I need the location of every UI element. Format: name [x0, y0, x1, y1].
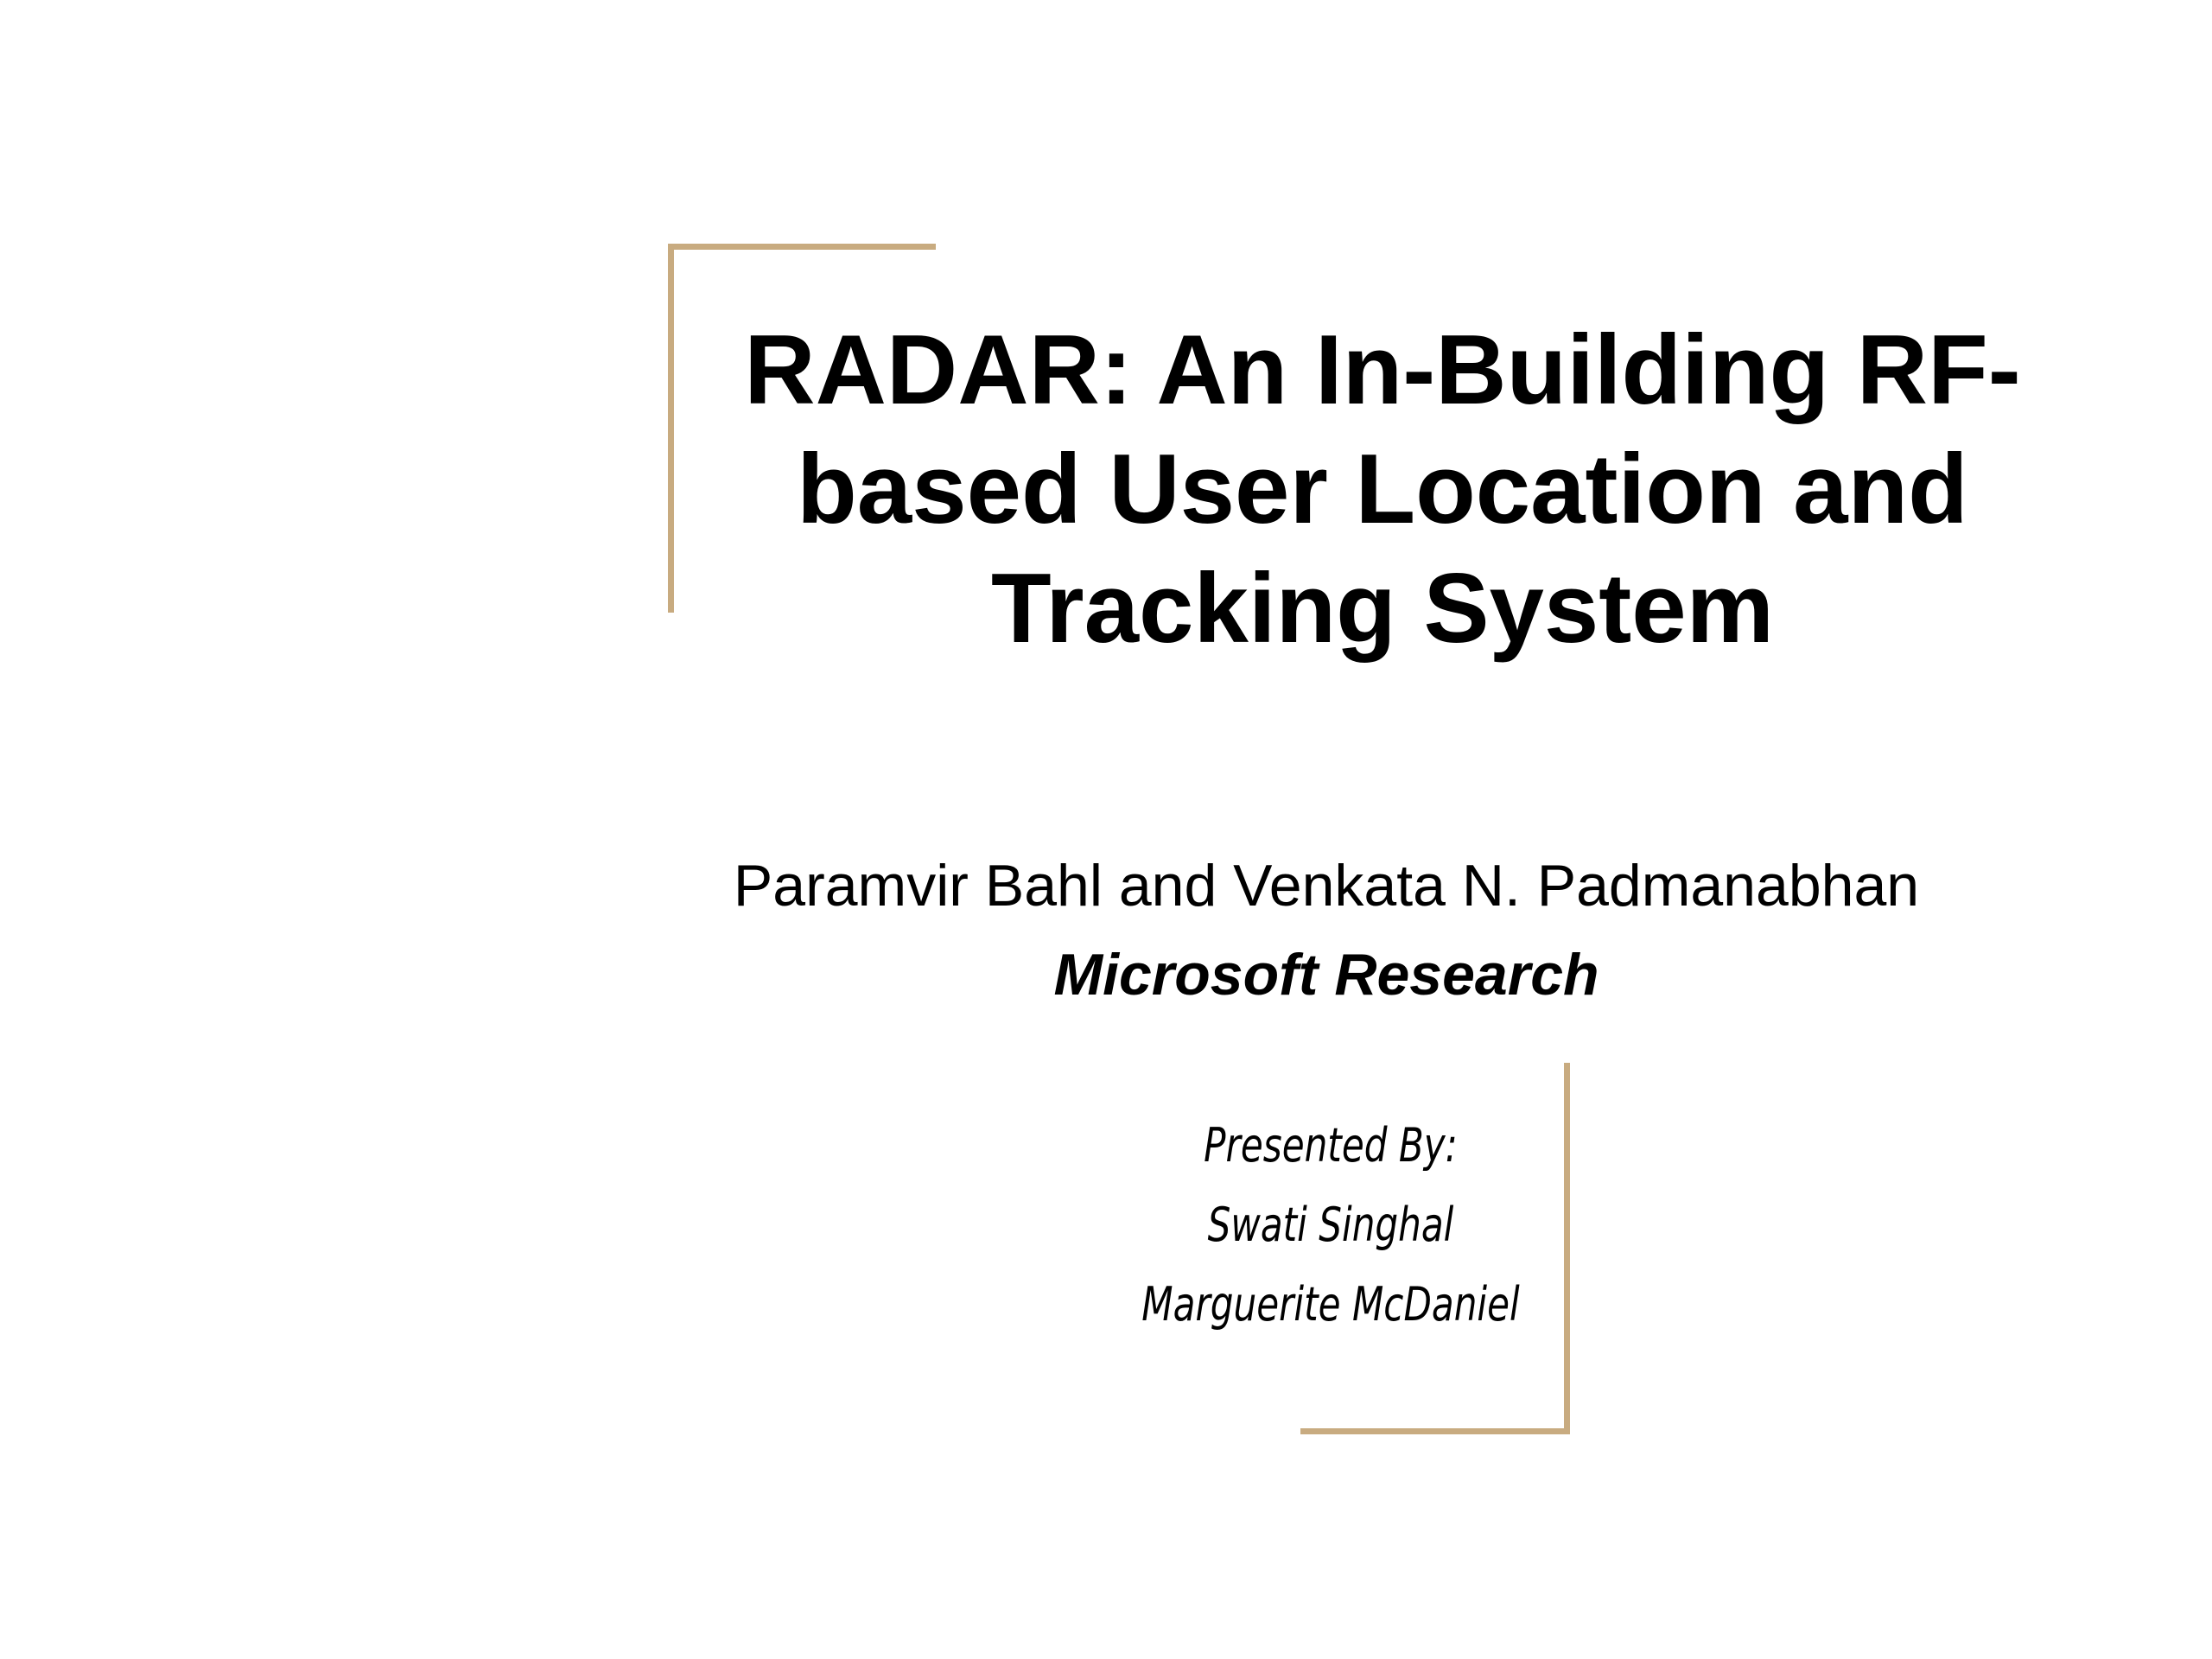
decorative-bracket-top-horizontal — [668, 244, 936, 250]
presenter-name: Swati Singhal — [1207, 1198, 1454, 1252]
slide-title-line: based User Location and — [797, 435, 1968, 544]
presented-by-label: Presented By: — [1204, 1118, 1458, 1173]
decorative-bracket-top-vertical — [668, 244, 674, 613]
paper-authors: Paramvir Bahl and Venkata N. Padmanabhan — [733, 853, 1920, 918]
decorative-bracket-bottom-horizontal — [1300, 1428, 1570, 1434]
slide-title-line: Tracking System — [990, 554, 1775, 664]
presenters-block — [1128, 1106, 1533, 1344]
slide-title-line: RADAR: An In-Building RF- — [744, 315, 2021, 425]
author-affiliation: Microsoft Research — [1053, 942, 1599, 1007]
decorative-bracket-bottom-vertical — [1564, 1063, 1570, 1434]
presenter-name: Marguerite McDaniel — [1141, 1277, 1520, 1332]
slide-title — [691, 311, 2074, 669]
